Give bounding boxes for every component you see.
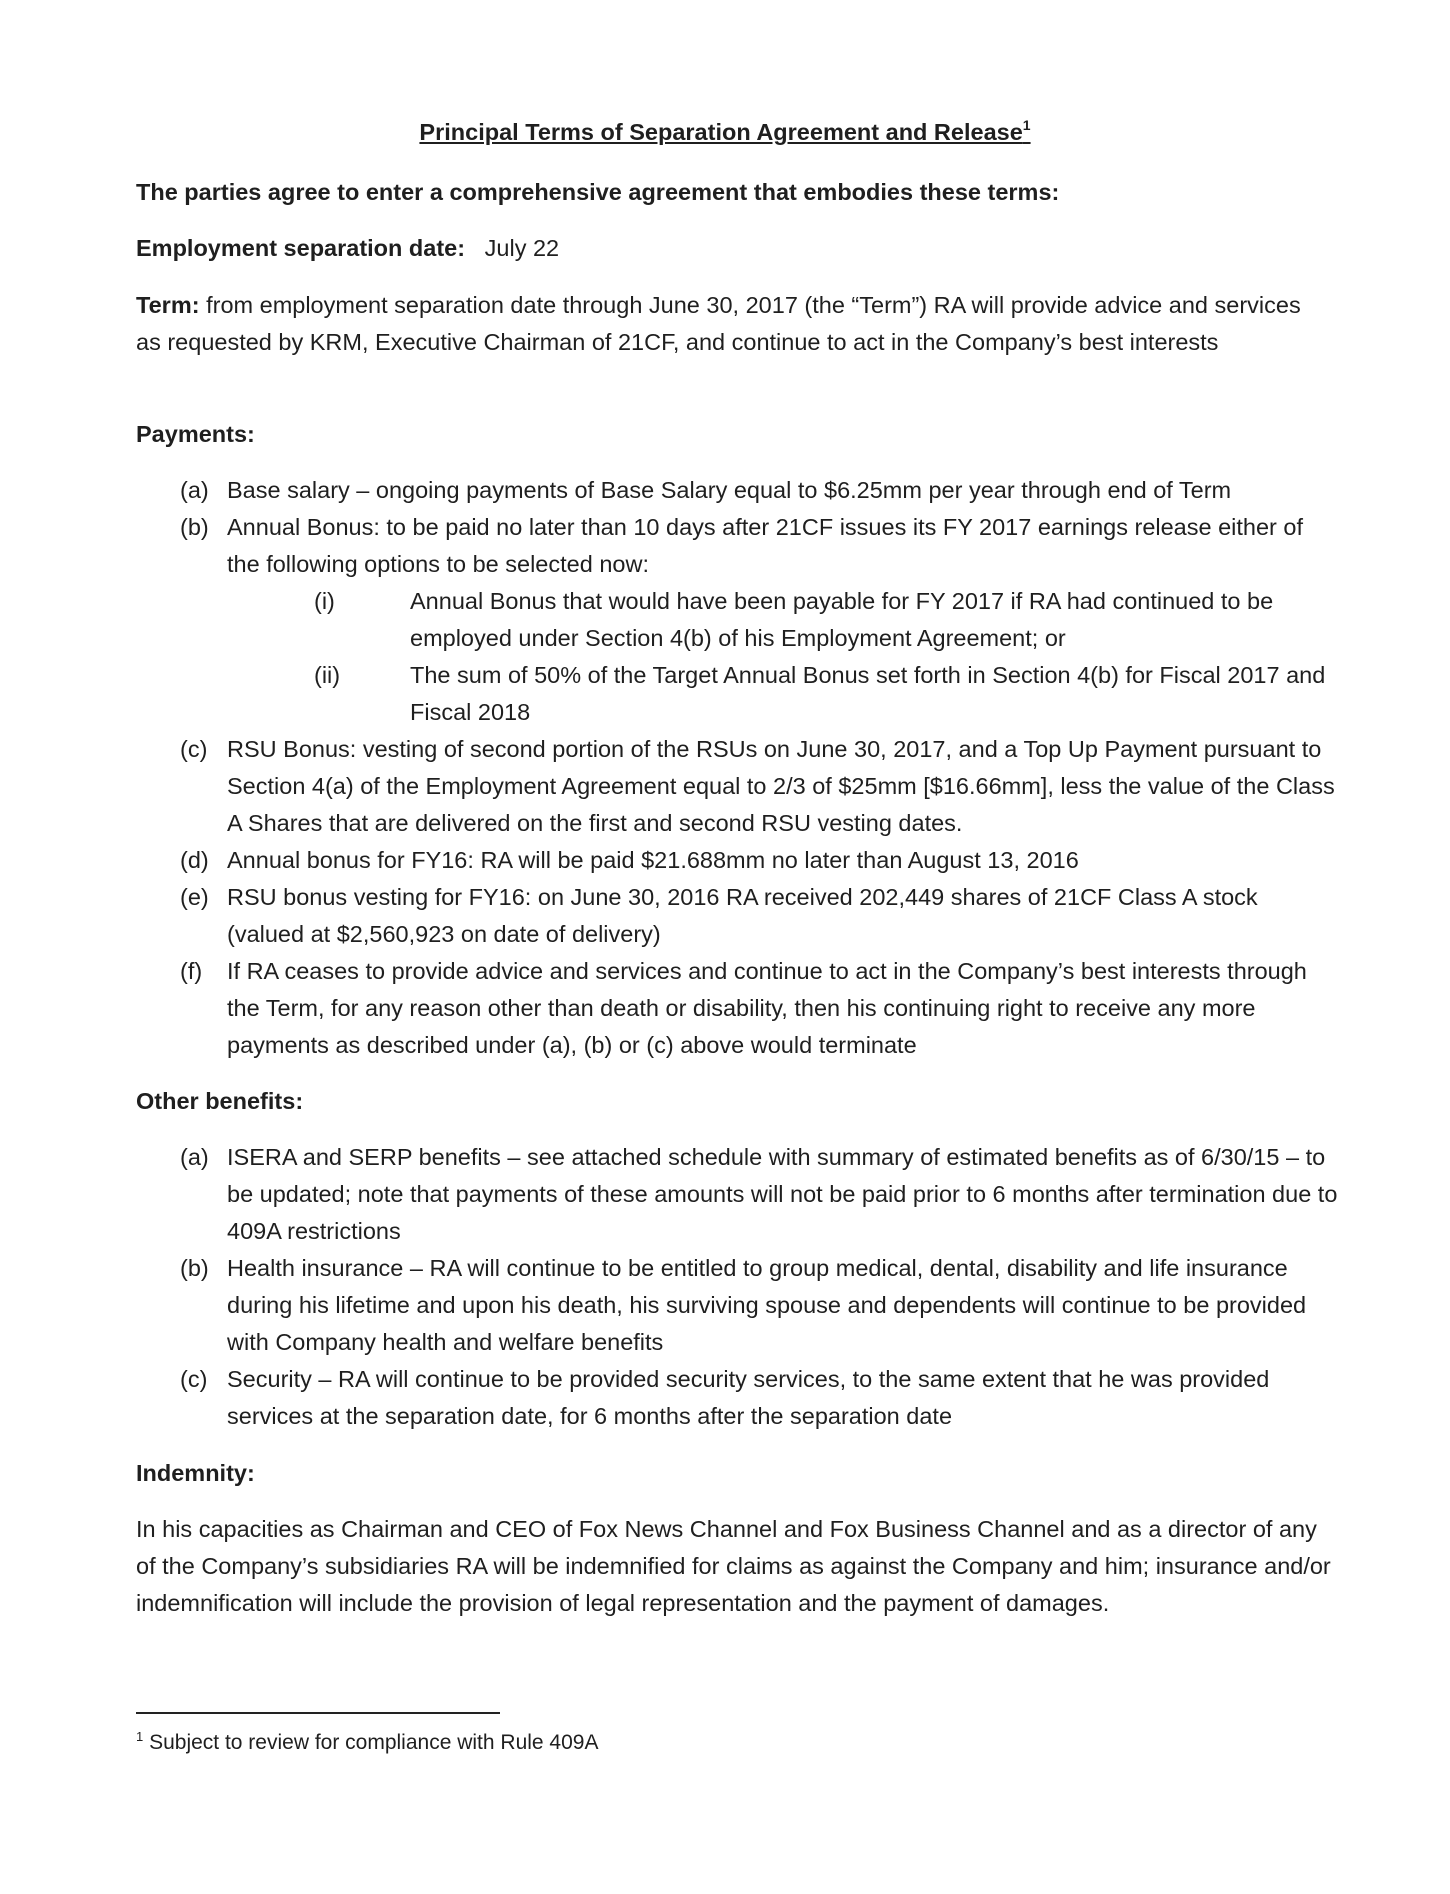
term-label: Term xyxy=(136,292,192,318)
benefit-item-c xyxy=(180,1361,1340,1435)
list-item-text: Security – RA will continue to be provided security services, to the same extent that he was provided services at the separation date, for 6 months after the separation date xyxy=(227,1366,1270,1429)
payment-item-b xyxy=(180,509,1340,583)
footnote-divider xyxy=(136,1712,500,1714)
separation-date-line: Employment separation date: July 22 xyxy=(136,235,560,261)
document-title xyxy=(0,114,1450,151)
list-marker: (f) xyxy=(180,958,203,984)
sub-list-marker: (ii) xyxy=(314,662,341,688)
list-item-text: Base salary – ongoing payments of Base Salary equal to $6.25mm per year through end of Term xyxy=(227,477,1232,503)
indemnity-paragraph: In his capacities as Chairman and CEO of Fox News Channel and Fox Business Channel and as a director of any of the Company’s subsidiaries RA will be indemnified for claims as against the Company and him; insurance and/or indemnification will include the provision of legal representation and the payment of damages. xyxy=(136,1516,1331,1616)
other-benefits-heading: Other benefits: xyxy=(136,1088,304,1114)
payment-item-d xyxy=(180,842,1340,879)
term-text: from employment separation date through June 30, 2017 (the “Term”) RA will provide advice and services as requested by KRM, Executive Chairman of 21CF, and continue to act in the Company’s best interests xyxy=(136,292,1301,355)
list-marker: (c) xyxy=(180,1366,208,1392)
list-item-text: RSU bonus vesting for FY16: on June 30, 2016 RA received 202,449 shares of 21CF Class A stock (valued at $2,560,923 on date of delivery) xyxy=(227,884,1258,947)
sub-list-item-text: Annual Bonus that would have been payable for FY 2017 if RA had continued to be employed under Section 4(b) of his Employment Agreement; or xyxy=(410,588,1274,651)
benefit-item-a xyxy=(180,1139,1340,1250)
payment-item-c xyxy=(180,731,1340,842)
term-paragraph: Term: from employment separation date through June 30, 2017 (the “Term”) RA will provide advice and services as requested by KRM, Executive Chairman of 21CF, and continue to act in the Company’s best interests xyxy=(136,292,1301,355)
bonus-option-i xyxy=(314,583,1344,657)
bonus-option-ii xyxy=(314,657,1344,731)
intro-line: The parties agree to enter a comprehensive agreement that embodies these terms: xyxy=(136,179,1060,205)
list-item-text: ISERA and SERP benefits – see attached schedule with summary of estimated benefits as of 6/30/15 – to be updated; note that payments of these amounts will not be paid prior to 6 months after termination due to 409A restrictions xyxy=(227,1144,1338,1244)
payment-item-e xyxy=(180,879,1340,953)
separation-date-value: July 22 xyxy=(484,235,560,261)
list-marker: (b) xyxy=(180,1255,209,1281)
sub-list-item-text: The sum of 50% of the Target Annual Bonus set forth in Section 4(b) for Fiscal 2017 and Fiscal 2018 xyxy=(410,662,1326,725)
title-footnote-ref: 1 xyxy=(1022,117,1031,133)
indemnity-heading: Indemnity: xyxy=(136,1460,255,1486)
list-marker: (a) xyxy=(180,477,209,503)
list-item-text: If RA ceases to provide advice and services and continue to act in the Company’s best interests through the Term, for any reason other than death or disability, then his continuing right to receive any more payments as described under (a), (b) or (c) above would terminate xyxy=(227,958,1307,1058)
title-text: Principal Terms of Separation Agreement and Release xyxy=(419,119,1023,145)
list-item-text: Annual bonus for FY16: RA will be paid $21.688mm no later than August 13, 2016 xyxy=(227,847,1079,873)
list-item-text: Annual Bonus: to be paid no later than 10 days after 21CF issues its FY 2017 earnings release either of the following options to be selected now: xyxy=(227,514,1304,577)
footnote-text: Subject to review for compliance with Rule 409A xyxy=(149,1731,599,1754)
list-marker: (a) xyxy=(180,1144,209,1170)
list-marker: (b) xyxy=(180,514,209,540)
payment-item-a xyxy=(180,472,1340,509)
list-marker: (c) xyxy=(180,736,208,762)
list-marker: (e) xyxy=(180,884,209,910)
separation-date-label: Employment separation date xyxy=(136,235,458,261)
sub-list-marker: (i) xyxy=(314,588,335,614)
benefit-item-b xyxy=(180,1250,1340,1361)
payments-heading: Payments: xyxy=(136,421,255,447)
payment-item-f xyxy=(180,953,1340,1064)
list-item-text: Health insurance – RA will continue to be entitled to group medical, dental, disability and life insurance during his lifetime and upon his death, his surviving spouse and dependents will continue to be provided with Company health and welfare benefits xyxy=(227,1255,1307,1355)
list-item-text: RSU Bonus: vesting of second portion of the RSUs on June 30, 2017, and a Top Up Payment pursuant to Section 4(a) of the Employment Agreement equal to 2/3 of $25mm [$16.66mm], less the value of the Class A Shares that are delivered on the first and second RSU vesting dates. xyxy=(227,736,1335,836)
list-marker: (d) xyxy=(180,847,209,873)
footnote xyxy=(136,1728,598,1758)
footnote-marker: 1 xyxy=(136,1729,144,1744)
